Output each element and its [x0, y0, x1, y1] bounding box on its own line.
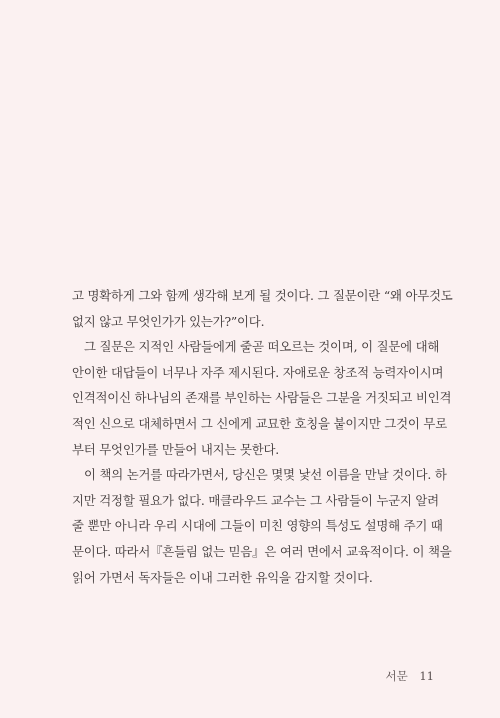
- paragraph-2-line-5: 부터 무엇인가를 만들어 내지는 못한다.: [72, 441, 280, 457]
- paragraph-2-line-1: 그 질문은 지적인 사람들에게 줄곧 떠오르는 것이며, 이 질문에 대해: [84, 339, 440, 355]
- paragraph-3-line-2: 지만 걱정할 필요가 없다. 매클라우드 교수는 그 사람들이 누군지 알려: [72, 492, 439, 508]
- paragraph-2-line-4: 적인 신으로 대체하면서 그 신에게 교묘한 호칭을 붙이지만 그것이 무로: [72, 415, 447, 431]
- paragraph-2-line-3: 인격적이신 하나님의 존재를 부인하는 사람들은 그분을 거짓되고 비인격: [72, 390, 452, 406]
- paragraph-3-line-1: 이 책의 논거를 따라가면서, 당신은 몇몇 낯선 이름을 만날 것이다. 하: [84, 467, 447, 483]
- page-footer: [385, 668, 434, 684]
- body-text: [72, 283, 453, 590]
- paragraph-2-line-2: 안이한 대답들이 너무나 자주 제시된다. 자애로운 창조적 능력자이시며: [72, 364, 444, 380]
- paragraph-1-line-1: 고 명확하게 그와 함께 생각해 보게 될 것이다. 그 질문이란 “왜 아무것도: [72, 288, 453, 303]
- paragraph-3-line-5: 읽어 가면서 독자들은 이내 그러한 유익을 감지할 것이다.: [72, 569, 373, 585]
- paragraph-3-line-3: 줄 뿐만 아니라 우리 시대에 그들이 미친 영향의 특성도 설명해 주기 때: [72, 518, 443, 534]
- paragraph-1-line-2: 없지 않고 무엇인가가 있는가?”이다.: [72, 313, 265, 329]
- paragraph-3-line-4: 문이다. 따라서『흔들림 없는 믿음』은 여러 면에서 교육적이다. 이 책을: [72, 543, 452, 559]
- page-number: 11: [419, 669, 434, 683]
- running-section-title: 서문: [385, 669, 408, 683]
